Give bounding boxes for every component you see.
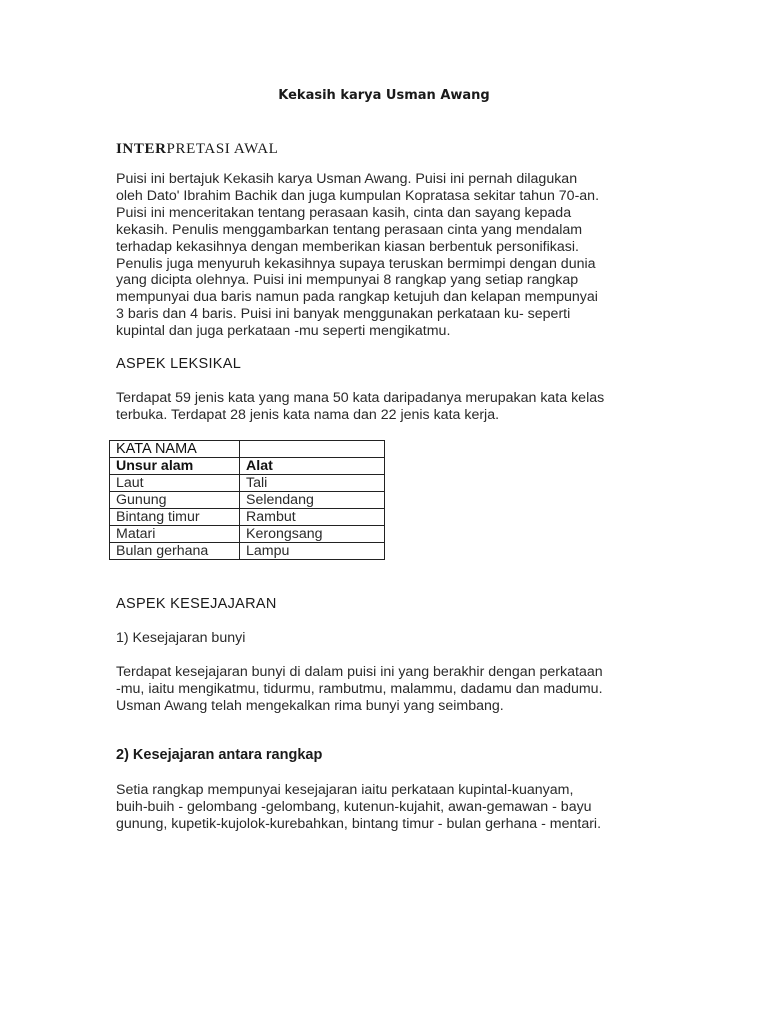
table-cell: Gunung [110, 492, 240, 509]
heading-interpretasi-awal [116, 141, 278, 158]
table-cell: Kerongsang [240, 526, 385, 543]
subheading-kesejajaran-antara-rangkap: 2) Kesejajaran antara rangkap [116, 747, 323, 763]
leksikal-paragraph [116, 390, 676, 424]
table-row [110, 492, 385, 509]
kesejajaran-rangkap-paragraph [116, 782, 676, 833]
paragraph-line: terbuka. Terdapat 28 jenis kata nama dan 22 jenis kata kerja. [116, 406, 500, 423]
kata-nama-table [109, 440, 385, 560]
table-cell: Lampu [240, 543, 385, 560]
paragraph-line: Terdapat kesejajaran bunyi di dalam puisi ini yang berakhir dengan perkataan [116, 664, 603, 680]
paragraph-line: Puisi ini menceritakan tentang perasaan kasih, cinta dan sayang kepada [116, 204, 572, 221]
paragraph-line: mempunyai dua baris namun pada rangkap ketujuh dan kelapan mempunyai [116, 289, 598, 306]
paragraph-line: buih-buih - gelombang -gelombang, kutenun-kujahit, awan-gemawan - bayu [116, 798, 592, 815]
interpretasi-paragraph [116, 171, 676, 340]
column-label-unsur-alam: Unsur alam [110, 458, 240, 475]
heading-aspek-kesejajaran: ASPEK KESEJAJARAN [116, 596, 277, 612]
paragraph-line: 1) Kesejajaran bunyi [116, 630, 246, 646]
paragraph-line: Terdapat 59 jenis kata yang mana 50 kata daripadanya merupakan kata kelas [116, 390, 605, 406]
table-row [110, 543, 385, 560]
table-header-row [110, 441, 385, 458]
table-cell: Laut [110, 475, 240, 492]
table-header-cell: KATA NAMA [110, 441, 240, 458]
paragraph-line: Usman Awang telah mengekalkan rima bunyi yang seimbang. [116, 697, 504, 714]
table-cell: Matari [110, 526, 240, 543]
paragraph-line: -mu, iaitu mengikatmu, tidurmu, rambutmu, malammu, dadamu dan madumu. [116, 680, 603, 697]
document-title: Kekasih karya Usman Awang [278, 88, 490, 103]
paragraph-line: Penulis juga menyuruh kekasihnya supaya teruskan bermimpi dengan dunia [116, 255, 596, 272]
paragraph-line: Setia rangkap mempunyai kesejajaran iaitu perkataan kupintal-kuanyam, [116, 782, 574, 798]
paragraph-line: Puisi ini bertajuk Kekasih karya Usman Awang. Puisi ini pernah dilagukan [116, 171, 578, 187]
column-label-alat: Alat [240, 458, 385, 475]
paragraph-line: terhadap kekasihnya dengan memberikan kiasan berbentuk personifikasi. [116, 238, 579, 255]
table-cell: Selendang [240, 492, 385, 509]
heading-aspek-leksikal: ASPEK LEKSIKAL [116, 356, 242, 372]
heading-interpretasi-rest-part: PRETASI AWAL [166, 141, 279, 157]
heading-interpretasi-bold-part: INTER [116, 141, 167, 157]
table-cell: Rambut [240, 509, 385, 526]
table-row [110, 526, 385, 543]
paragraph-line: yang dicipta olehnya. Puisi ini mempunyai 8 rangkap yang setiap rangkap [116, 272, 579, 289]
table-cell: Tali [240, 475, 385, 492]
table-subheader-row [110, 458, 385, 475]
table-cell: Bintang timur [110, 509, 240, 526]
paragraph-line: gunung, kupetik-kujolok-kurebahkan, bintang timur - bulan gerhana - mentari. [116, 815, 602, 832]
subheading-kesejajaran-bunyi [116, 630, 676, 647]
table-header-empty-cell [240, 441, 385, 458]
paragraph-line: oleh Dato' Ibrahim Bachik dan juga kumpulan Kopratasa sekitar tahun 70-an. [116, 187, 600, 204]
table-cell: Bulan gerhana [110, 543, 240, 560]
kesejajaran-bunyi-paragraph [116, 664, 676, 715]
paragraph-line: 3 baris dan 4 baris. Puisi ini banyak menggunakan perkataan ku- seperti [116, 306, 571, 323]
paragraph-line: kupintal dan juga perkataan -mu seperti mengikatmu. [116, 323, 451, 340]
paragraph-line: kekasih. Penulis menggambarkan tentang perasaan cinta yang mendalam [116, 221, 583, 238]
table-row [110, 475, 385, 492]
table-row [110, 509, 385, 526]
